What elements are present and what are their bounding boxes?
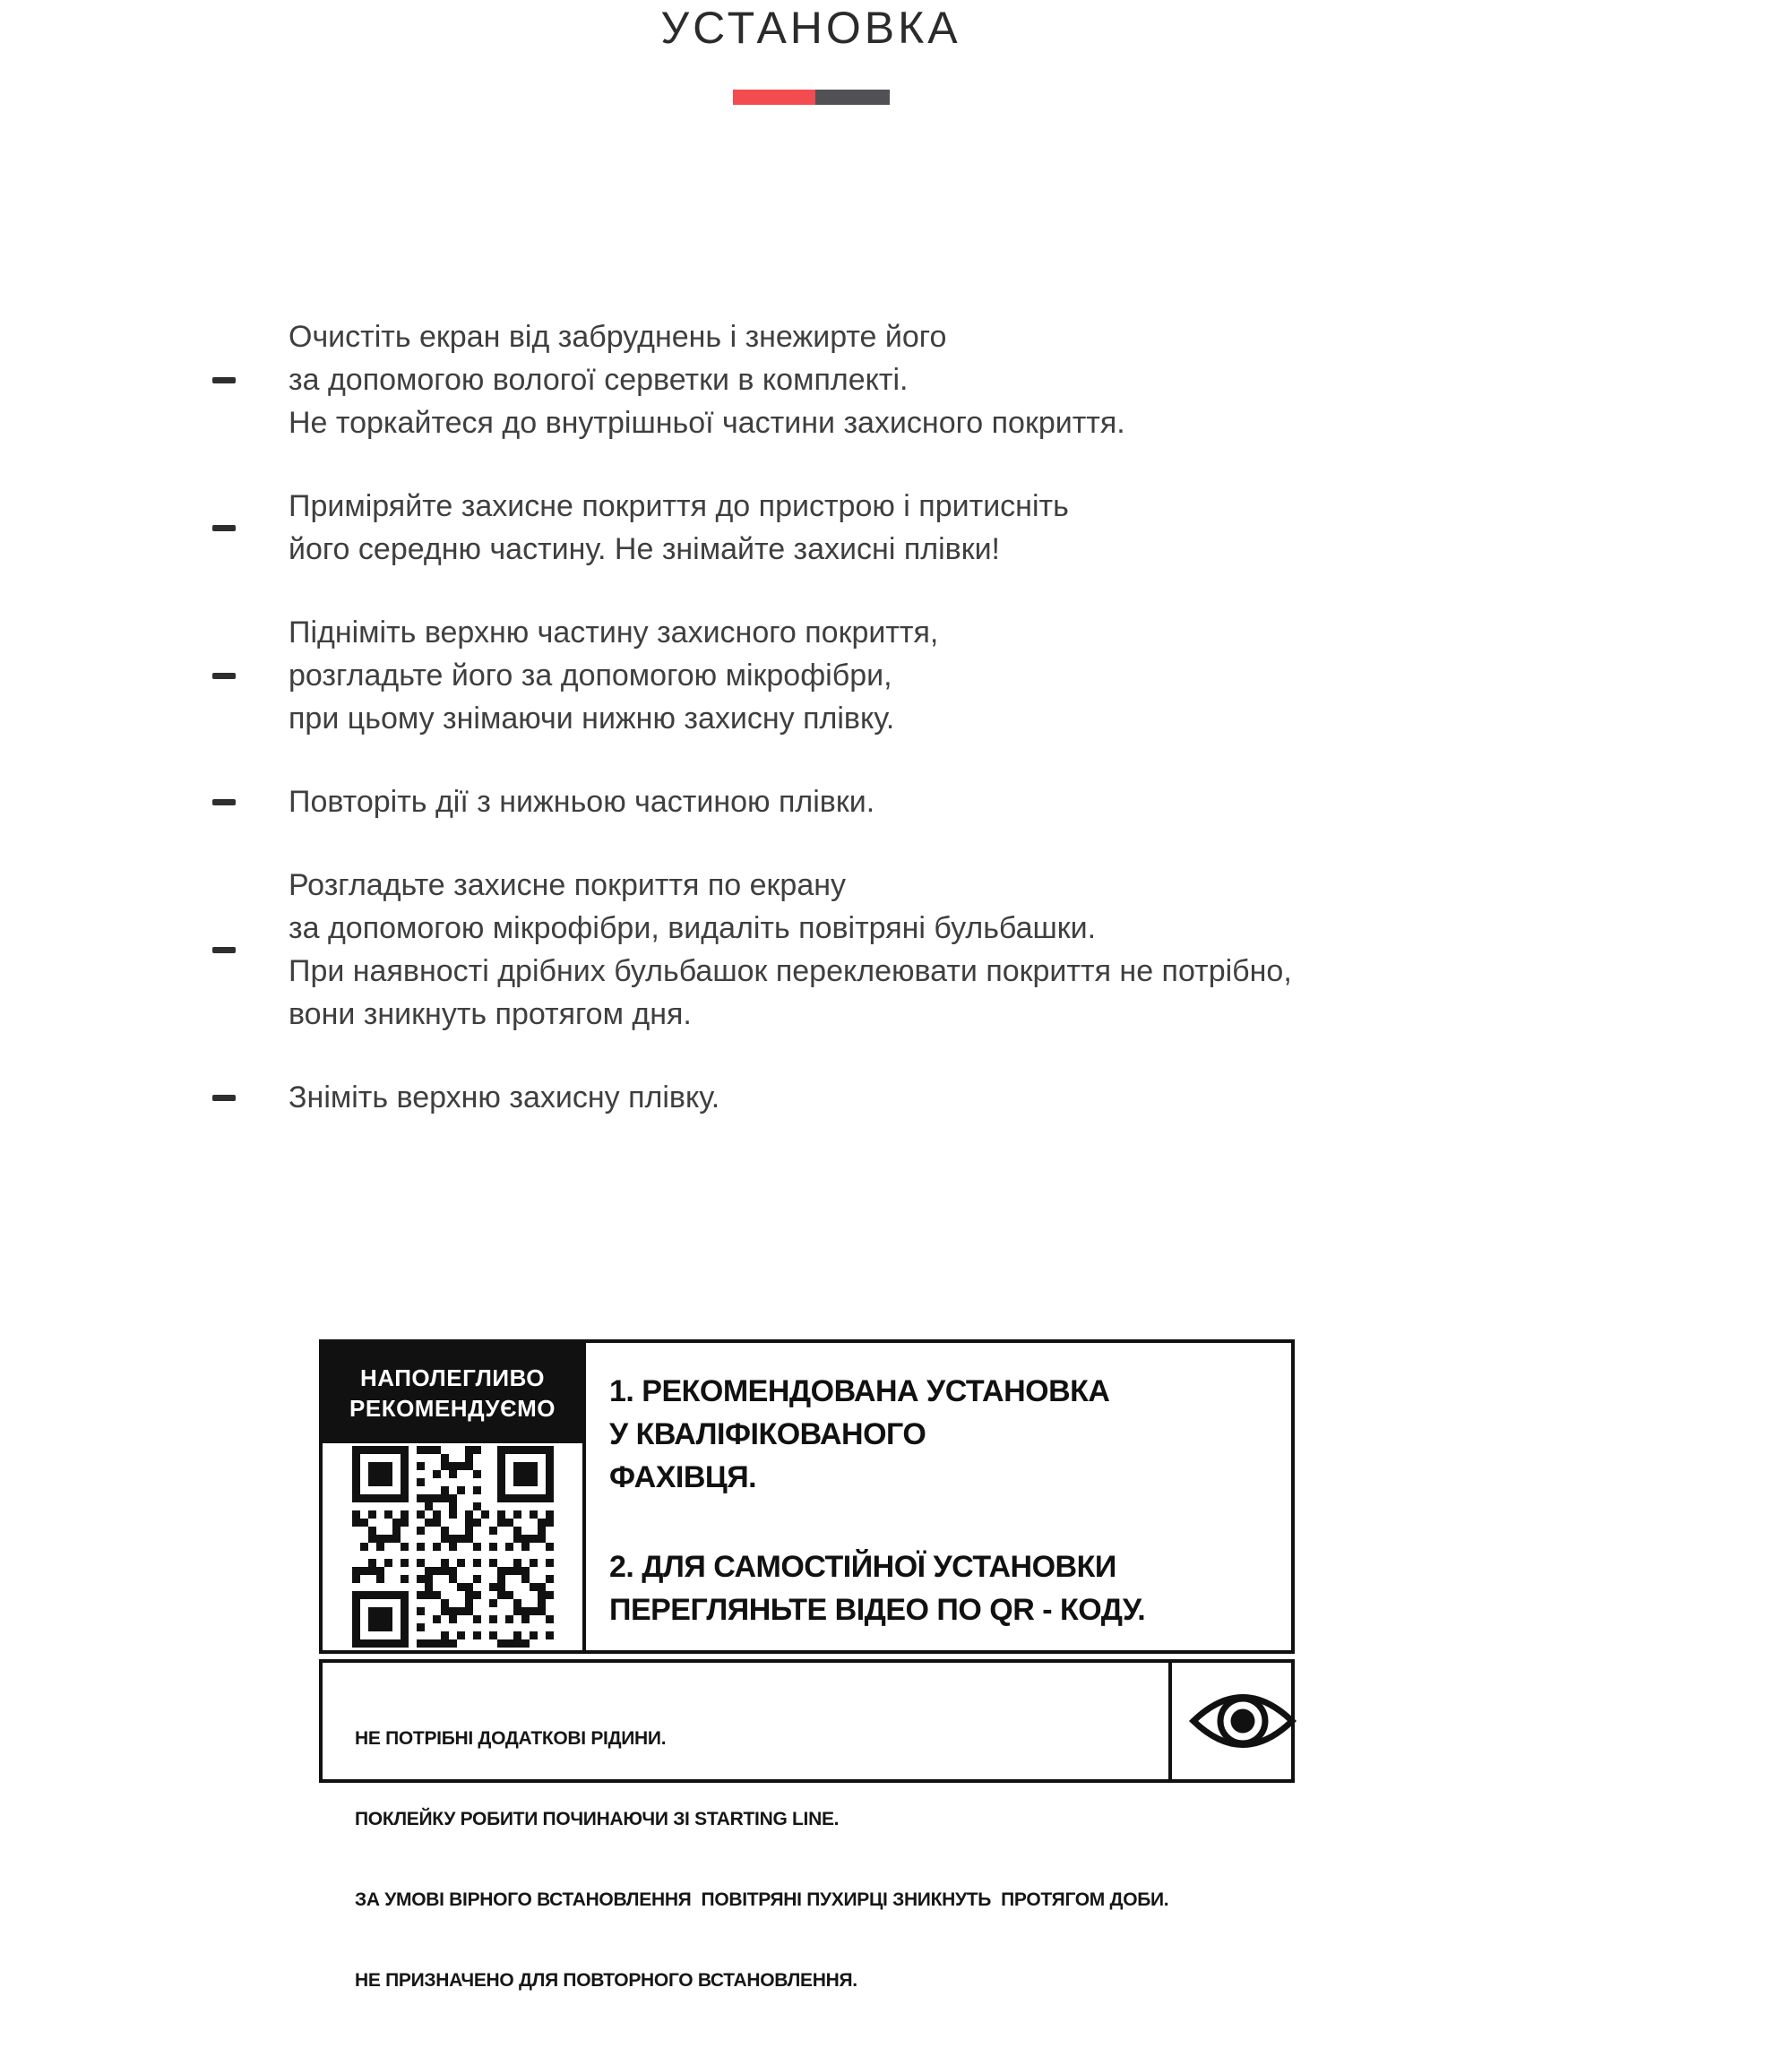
divider-dark-segment (815, 90, 890, 105)
bullet-dash-icon (212, 525, 236, 531)
qr-finder-icon (497, 1446, 554, 1502)
step-line: Підніміть верхню частину захисного покриття, (289, 615, 939, 650)
notes-text (323, 1663, 1169, 1991)
note-line: НЕ ПОТРІБНІ ДОДАТКОВІ РІДИНИ. (355, 1728, 667, 1749)
recommend-point-line: 1. РЕКОМЕНДОВАНА УСТАНОВКА (609, 1374, 1110, 1408)
recommend-header-line: НАПОЛЕГЛИВО (360, 1364, 545, 1391)
step-text (289, 1076, 719, 1119)
step-line: Розгладьте захисне покриття по екрану (289, 868, 847, 902)
recommend-point-line: У КВАЛІФІКОВАНОГО (609, 1417, 926, 1451)
step-item-4 (212, 780, 1467, 823)
step-line: Зніміть верхню захисну плівку. (289, 1080, 720, 1114)
bullet-dash-icon (212, 377, 236, 383)
recommend-box-left-column (323, 1343, 586, 1650)
step-line: вони зникнуть протягом дня. (289, 997, 692, 1031)
qr-finder-icon (352, 1591, 409, 1648)
step-text (289, 315, 1125, 444)
recommend-point-1 (609, 1370, 1282, 1499)
step-line: за допомогою мікрофібри, видаліть повітряні бульбашки. (289, 911, 1097, 945)
step-item-6 (212, 1076, 1467, 1119)
eye-icon (1186, 1682, 1299, 1760)
divider-red-segment (733, 90, 815, 105)
step-line: за допомогою вологої серветки в комплекті. (289, 363, 909, 397)
installation-steps-list (212, 315, 1467, 1159)
step-line: при цьому знімаючи нижню захисну плівку. (289, 701, 895, 736)
recommend-box-right-column (586, 1343, 1291, 1650)
step-line: Повторіть дії з нижньою частиною плівки. (289, 785, 875, 819)
step-text (289, 611, 938, 740)
bullet-dash-icon (212, 947, 236, 953)
note-line: ЗА УМОВІ ВІРНОГО ВСТАНОВЛЕННЯ ПОВІТРЯНІ ПУХИРЦІ ЗНИКНУТЬ ПРОТЯГОМ ДОБИ. (355, 1889, 1169, 1910)
step-line: Очистіть екран від забруднень і знежирте його (289, 320, 947, 354)
step-line: розгладьте його за допомогою мікрофібри, (289, 658, 892, 693)
note-line: ПОКЛЕЙКУ РОБИТИ ПОЧИНАЮЧИ ЗІ STARTING LINE. (355, 1809, 840, 1829)
note-line: НЕ ПРИЗНАЧЕНО ДЛЯ ПОВТОРНОГО ВСТАНОВЛЕННЯ. (355, 1970, 857, 1991)
step-text (289, 864, 1292, 1036)
eye-cell (1168, 1663, 1314, 1779)
qr-finder-icon (352, 1446, 409, 1502)
recommend-point-line: 2. ДЛЯ САМОСТІЙНОЇ УСТАНОВКИ (609, 1550, 1116, 1584)
bullet-dash-icon (212, 799, 236, 805)
qr-wrap (323, 1443, 582, 1650)
bullet-dash-icon (212, 673, 236, 679)
notes-box (319, 1659, 1295, 1991)
step-line: При наявності дрібних бульбашок переклеювати покриття не потрібно, (289, 954, 1292, 988)
recommend-header-line: РЕКОМЕНДУЄМО (349, 1395, 556, 1422)
step-item-5 (212, 864, 1467, 1036)
recommend-box (319, 1339, 1295, 1654)
step-item-3 (212, 611, 1467, 740)
step-item-1 (212, 315, 1467, 444)
recommend-point-line: ПЕРЕГЛЯНЬТЕ ВІДЕО ПО QR - КОДУ. (609, 1593, 1146, 1627)
qr-code-icon (352, 1446, 554, 1648)
page-title: УСТАНОВКА (660, 3, 961, 53)
step-line: Приміряйте захисне покриття до пристрою і притисніть (289, 489, 1069, 523)
step-text (289, 485, 1069, 571)
step-item-2 (212, 485, 1467, 571)
title-divider (733, 90, 890, 105)
bullet-dash-icon (212, 1095, 236, 1101)
step-text (289, 780, 874, 823)
recommend-point-line: ФАХІВЦЯ. (609, 1460, 757, 1494)
step-line: його середню частину. Не знімайте захисні плівки! (289, 532, 1001, 566)
recommend-point-2 (609, 1545, 1282, 1631)
recommend-header (323, 1343, 582, 1443)
step-line: Не торкайтеся до внутрішньої частини захисного покриття. (289, 406, 1125, 440)
